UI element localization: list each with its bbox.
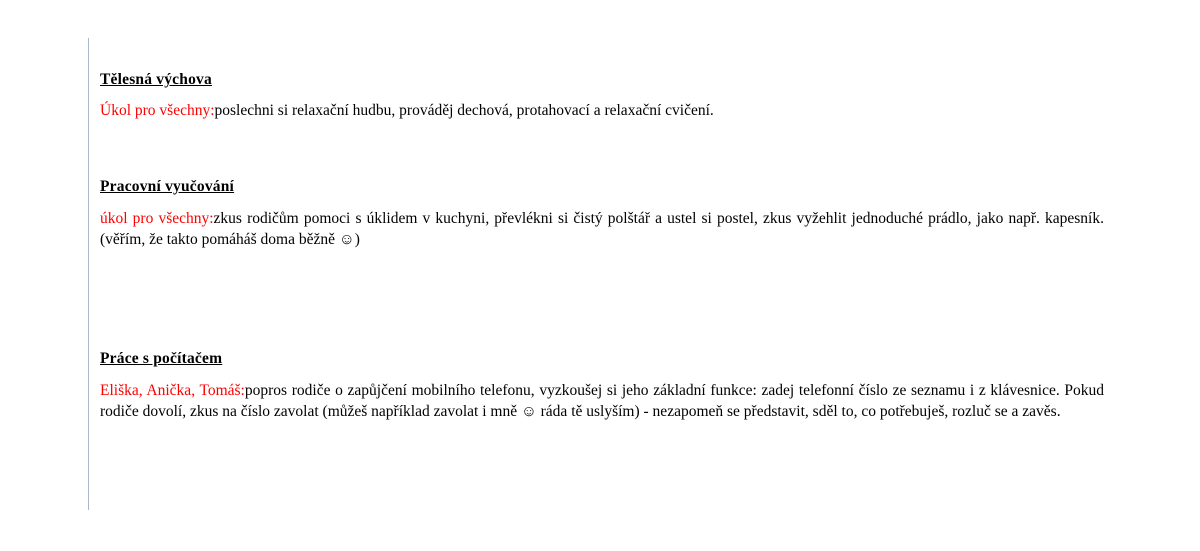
task-label: Eliška, Anička, Tomáš:	[100, 382, 245, 399]
task-text: poslechni si relaxační hudbu, prováděj dechová, protahovací a relaxační cvičení.	[214, 102, 714, 119]
section-telesna-vychova	[100, 70, 1104, 121]
page-margin-line	[88, 38, 89, 510]
section-pracovni-vyucovani	[100, 177, 1104, 250]
section-heading: Tělesná výchova	[100, 71, 212, 88]
task-text: zkus rodičům pomoci s úklidem v kuchyni, převlékni si čistý polštář a ustel si postel, zkus vyžehlit jednoduché prádlo, jako např. kapesník. (věřím, že takto pomáháš doma běžně ☺)	[100, 210, 1104, 248]
section-heading: Práce s počítačem	[100, 350, 223, 367]
section-heading: Pracovní vyučování	[100, 178, 235, 195]
task-label: Úkol pro všechny:	[100, 102, 215, 119]
section-paragraph	[100, 208, 1104, 250]
section-paragraph	[100, 100, 1104, 121]
section-prace-s-pocitacem	[100, 349, 1104, 422]
task-label: úkol pro všechny:	[100, 210, 214, 227]
section-paragraph	[100, 380, 1104, 422]
task-text: popros rodiče o zapůjčení mobilního telefonu, vyzkoušej si jeho základní funkce: zadej telefonní číslo ze seznamu i z klávesnice. Pokud rodiče dovolí, zkus na číslo zavolat (můžeš například zavolat i mně ☺ ráda tě uslyším) - nezapomeň se představit, sděl to, co potřebuješ, rozluč se a zavěs.	[100, 382, 1104, 420]
